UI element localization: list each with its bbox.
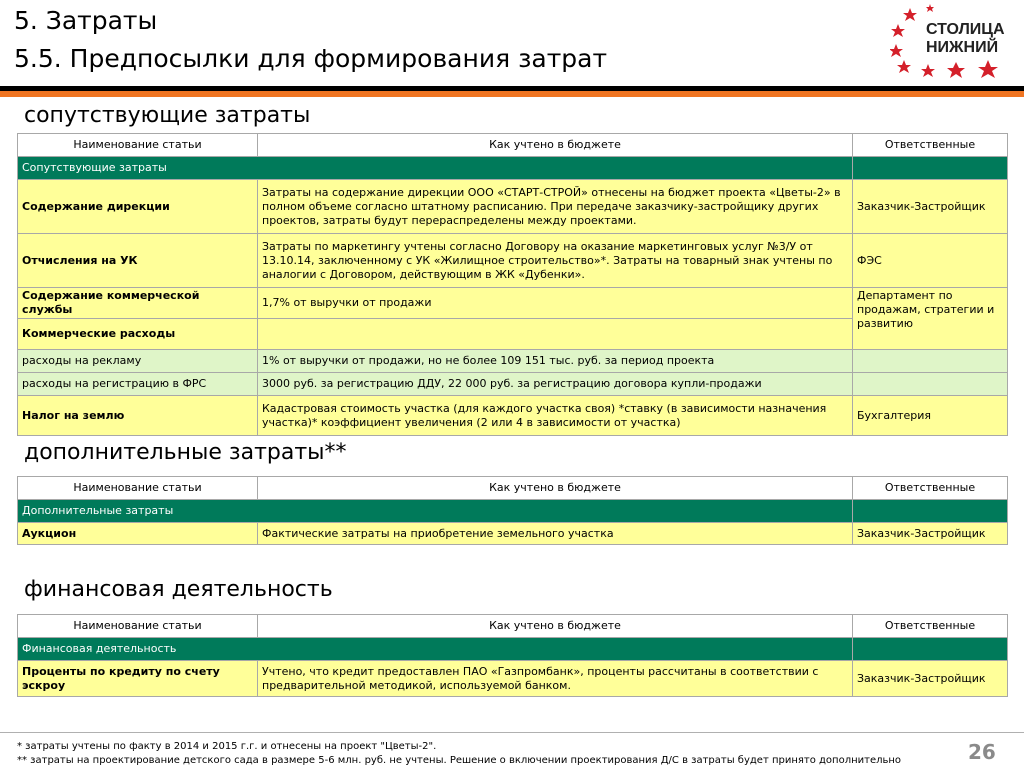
table-financial-activity	[17, 614, 1008, 697]
table-row	[18, 180, 1008, 234]
footnote-2: ** затраты на проектирование детского сада в размере 5-6 млн. руб. не учтены. Решение о включении проектирования Д/С в затраты будет принято дополнительно	[17, 755, 902, 766]
table-row	[18, 350, 1008, 373]
col-header-name: Наименование статьи	[18, 477, 258, 500]
cell-budget: 1,7% от выручки от продажи	[258, 288, 853, 319]
table-header-row	[18, 477, 1008, 500]
cell-name: Отчисления на УК	[18, 234, 258, 288]
group-label: Финансовая деятельность	[18, 638, 853, 661]
group-row	[18, 638, 1008, 661]
footer-divider	[0, 732, 1024, 733]
col-header-responsible: Ответственные	[853, 134, 1008, 157]
cell-responsible: Заказчик-Застройщик	[853, 523, 1008, 545]
cell-name: Коммерческие расходы	[18, 319, 258, 350]
table-header-row	[18, 134, 1008, 157]
section-heading-additional: дополнительные затраты**	[24, 440, 347, 465]
cell-budget: Затраты по маркетингу учтены согласно Договору на оказание маркетинговых услуг №3/У от 13.10.14, заключенному с УК «Жилищное строительство»*. Затраты на товарный знак учтены по аналогии с Договором, действующим в ЖК «Дубенки».	[258, 234, 853, 288]
section-heading-concomitant: сопутствующие затраты	[24, 103, 311, 128]
cell-name: Проценты по кредиту по счету эскроу	[18, 661, 258, 697]
cell-name: Содержание коммерческой службы	[18, 288, 258, 319]
cell-responsible: Заказчик-Застройщик	[853, 180, 1008, 234]
cell-responsible: Департамент по продажам, стратегии и развитию	[853, 288, 1008, 350]
cell-budget: Фактические затраты на приобретение земельного участка	[258, 523, 853, 545]
footnote-1: * затраты учтены по факту в 2014 и 2015 г.г. и отнесены на проект "Цветы-2".	[17, 741, 437, 752]
col-header-responsible: Ответственные	[853, 615, 1008, 638]
cell-budget: Кадастровая стоимость участка (для каждого участка своя) *ставку (в зависимости назначения участка)* коэффициент увеличения (2 или 4 в зависимости от участка)	[258, 396, 853, 436]
cell-name: Аукцион	[18, 523, 258, 545]
page-number: 26	[968, 740, 996, 764]
col-header-budget: Как учтено в бюджете	[258, 477, 853, 500]
company-logo	[890, 2, 1022, 82]
cell-budget: 1% от выручки от продажи, но не более 109 151 тыс. руб. за период проекта	[258, 350, 853, 373]
group-label: Дополнительные затраты	[18, 500, 853, 523]
table-row	[18, 523, 1008, 545]
table-row	[18, 661, 1008, 697]
col-header-responsible: Ответственные	[853, 477, 1008, 500]
header-accent-bar	[0, 91, 1024, 97]
table-row	[18, 234, 1008, 288]
table-row	[18, 288, 1008, 319]
section-heading-financial: финансовая деятельность	[24, 577, 333, 602]
table-additional-costs	[17, 476, 1008, 545]
cell-budget: 3000 руб. за регистрацию ДДУ, 22 000 руб. за регистрацию договора купли-продажи	[258, 373, 853, 396]
cell-budget: Учтено, что кредит предоставлен ПАО «Газпромбанк», проценты рассчитаны в соответствии с предварительной методикой, используемой банком.	[258, 661, 853, 697]
cell-name: Содержание дирекции	[18, 180, 258, 234]
section-title: 5. Затраты	[14, 6, 158, 35]
cell-responsible: ФЭС	[853, 234, 1008, 288]
cell-responsible	[853, 350, 1008, 373]
group-row	[18, 157, 1008, 180]
cell-responsible	[853, 373, 1008, 396]
table-row	[18, 373, 1008, 396]
table-row	[18, 396, 1008, 436]
cell-name: расходы на рекламу	[18, 350, 258, 373]
col-header-name: Наименование статьи	[18, 134, 258, 157]
cell-responsible: Заказчик-Застройщик	[853, 661, 1008, 697]
cell-responsible: Бухгалтерия	[853, 396, 1008, 436]
svg-text:СТОЛИЦА: СТОЛИЦА	[926, 21, 1005, 38]
group-label: Сопутствующие затраты	[18, 157, 853, 180]
group-row	[18, 500, 1008, 523]
svg-text:НИЖНИЙ: НИЖНИЙ	[926, 39, 999, 56]
table-concomitant-costs	[17, 133, 1008, 436]
cell-name: расходы на регистрацию в ФРС	[18, 373, 258, 396]
col-header-budget: Как учтено в бюджете	[258, 615, 853, 638]
cell-budget: Затраты на содержание дирекции ООО «СТАРТ-СТРОЙ» отнесены на бюджет проекта «Цветы-2» в полном объеме согласно штатному расписанию. При передаче заказчику-застройщику других проектов, затраты будут перераспределены между проектами.	[258, 180, 853, 234]
subsection-title: 5.5. Предпосылки для формирования затрат	[14, 44, 608, 73]
table-header-row	[18, 615, 1008, 638]
col-header-name: Наименование статьи	[18, 615, 258, 638]
col-header-budget: Как учтено в бюджете	[258, 134, 853, 157]
cell-name: Налог на землю	[18, 396, 258, 436]
cell-budget	[258, 319, 853, 350]
